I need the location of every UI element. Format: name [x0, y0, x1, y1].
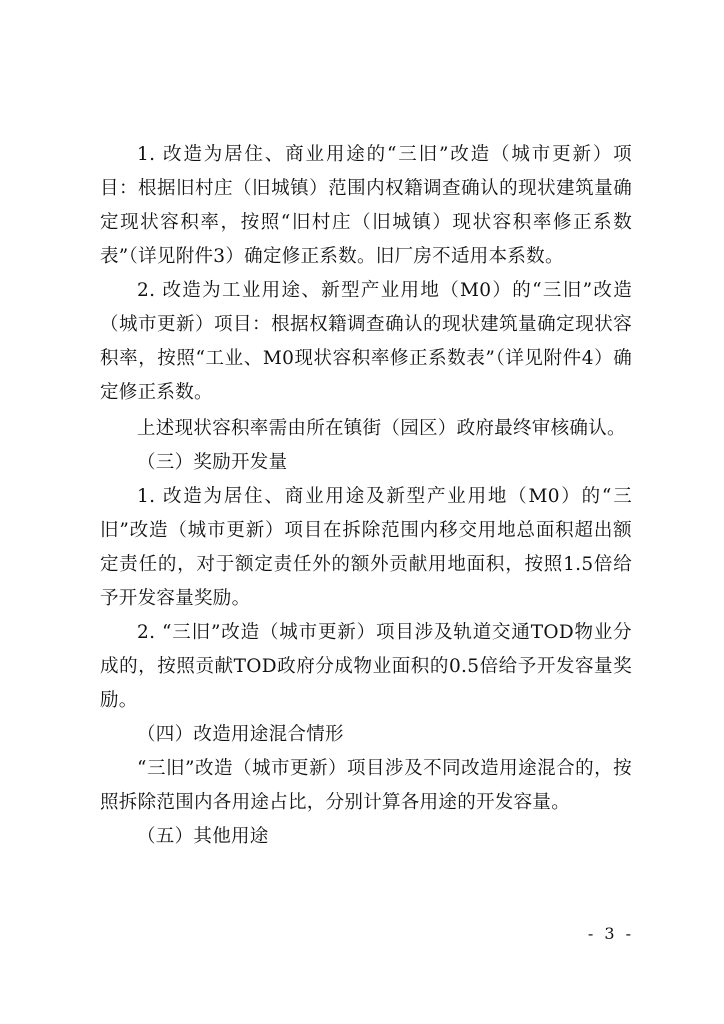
heading-mixed-use: （四）改造用途混合情形	[137, 724, 344, 745]
paragraph-reward-land: 1. 改造为居住、商业用途及新型产业用地（M0）的“三旧”改造（城市更新）项目在拆除范围内移交用地总面积超出额定责任的，对于额定责任外的额外贡献用地面积，按照1.5倍给予开发容量奖励。	[100, 486, 632, 609]
paragraph-reward-tod: 2. “三旧”改造（城市更新）项目涉及轨道交通TOD物业分成的，按照贡献TOD政府分成物业面积的0.5倍给予开发容量奖励。	[100, 622, 632, 711]
document-body	[100, 138, 632, 854]
page-number: - 3 -	[587, 924, 634, 943]
heading-other-uses: （五）其他用途	[137, 826, 269, 847]
paragraph-residential-commercial: 1. 改造为居住、商业用途的“三旧”改造（城市更新）项目：根据旧村庄（旧城镇）范围内权籍调查确认的现状建筑量确定现状容积率，按照“旧村庄（旧城镇）现状容积率修正系数表”（详见附件3）确定修正系数。旧厂房不适用本系数。	[100, 144, 632, 267]
paragraph-approval-note: 上述现状容积率需由所在镇街（园区）政府最终审核确认。	[137, 418, 626, 439]
paragraph-mixed-use: “三旧”改造（城市更新）项目涉及不同改造用途混合的，按照拆除范围内各用途占比，分别计算各用途的开发容量。	[100, 758, 632, 813]
heading-reward-development: （三）奖励开发量	[137, 452, 288, 473]
paragraph-industrial-m0: 2. 改造为工业用途、新型产业用地（M0）的“三旧”改造（城市更新）项目：根据权籍调查确认的现状建筑量确定现状容积率，按照“工业、M0现状容积率修正系数表”（详见附件4）确定修正系数。	[100, 280, 632, 403]
